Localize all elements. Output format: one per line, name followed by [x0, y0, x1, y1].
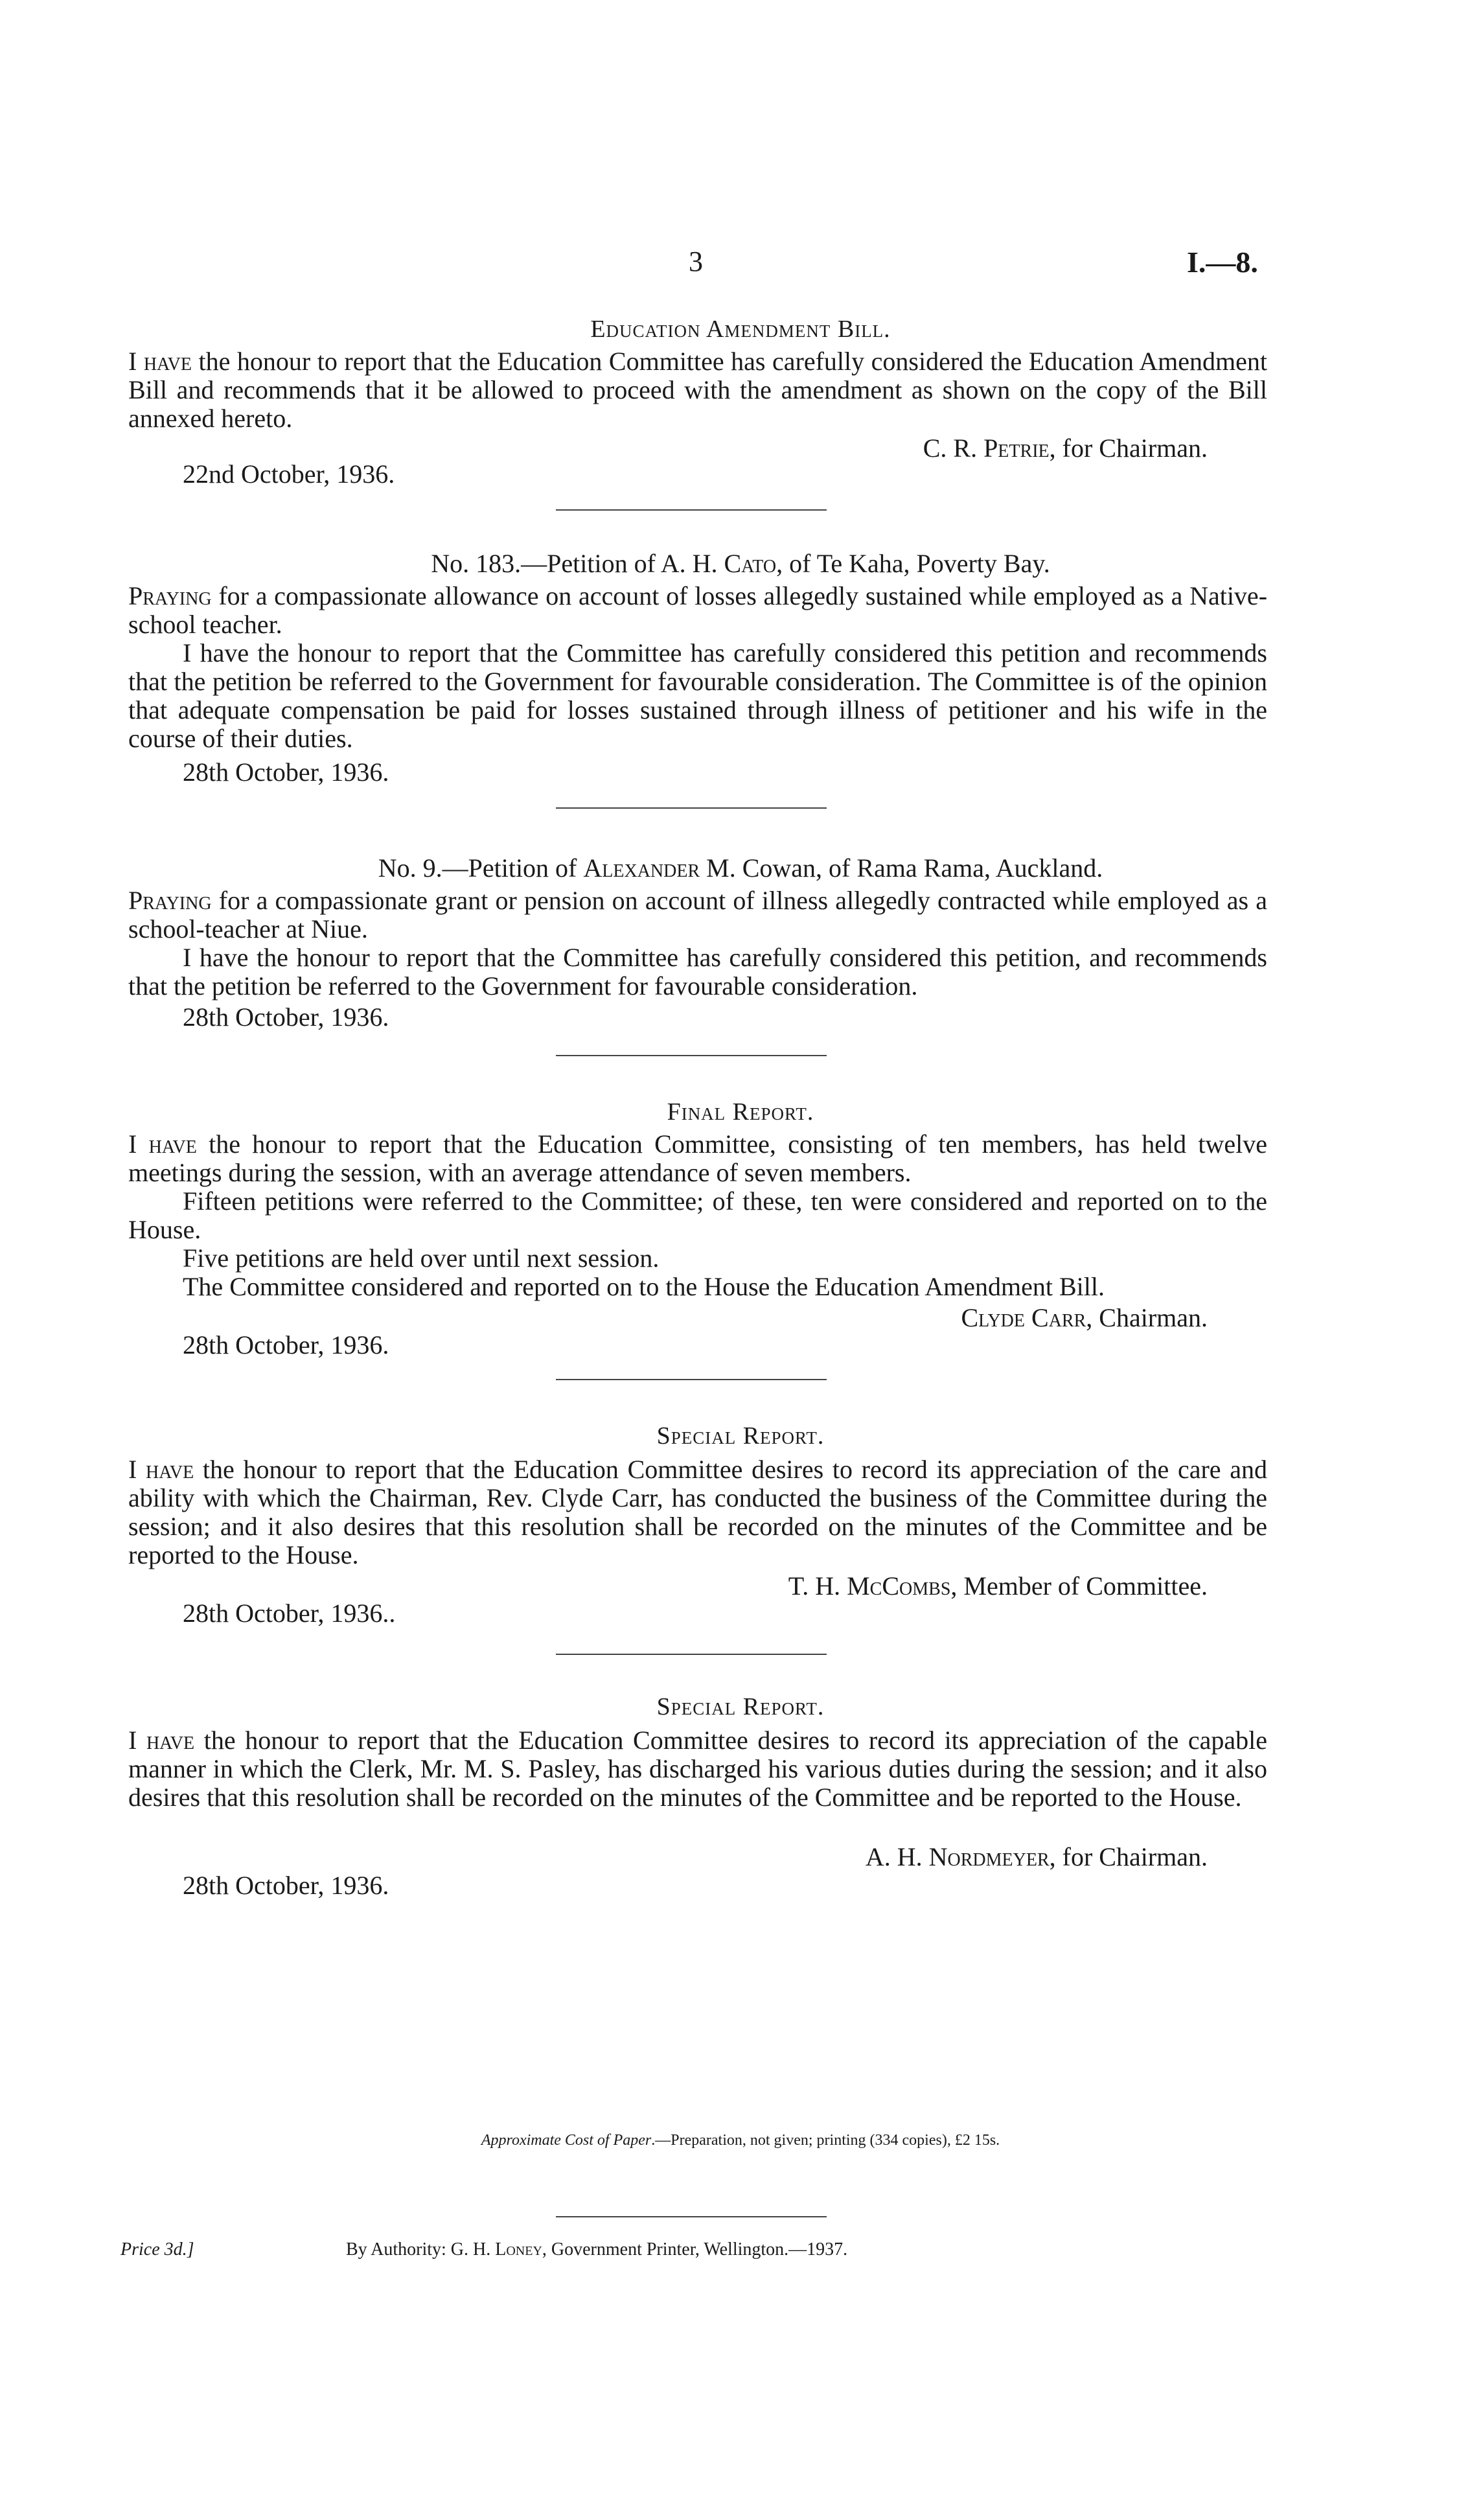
section-heading-education-amendment-bill: Education Amendment Bill.	[590, 316, 891, 343]
paper-reference: I.—8.	[1187, 246, 1258, 279]
petitioner-name: Alexander	[583, 853, 700, 883]
lead-words: I have	[128, 1455, 194, 1484]
authority-suffix: , Government Printer, Wellington.—1937.	[542, 2239, 848, 2260]
report-date: 28th October, 1936..	[183, 1599, 396, 1628]
section-divider	[556, 1654, 827, 1655]
cost-of-paper-note	[0, 2132, 1481, 2149]
section-divider	[556, 1055, 827, 1056]
signature-role: , for Chairman.	[1049, 1842, 1208, 1871]
report-date: 28th October, 1936.	[183, 1871, 389, 1900]
lead-words: I have	[128, 1726, 195, 1755]
petition-title-prefix: No. 183.—Petition of A. H.	[431, 549, 724, 578]
footer-divider	[556, 2216, 827, 2217]
petition-title-prefix: No. 9.—Petition of	[378, 853, 584, 883]
petition-title-suffix: , of Te Kaha, Poverty Bay.	[776, 549, 1050, 578]
cost-text: .—Preparation, not given; printing (334 copies), £2 15s.	[651, 2132, 1000, 2149]
paragraph-text: for a compassionate grant or pension on account of illness allegedly contracted while employed as a school-teacher at Niue.	[128, 886, 1268, 943]
section-body	[128, 347, 1267, 433]
signature-name: Clyde Carr	[961, 1303, 1086, 1332]
section-paragraph: Fifteen petitions were referred to the Committee; of these, ten were considered and reported on to the House.	[128, 1186, 1267, 1244]
lead-words: Praying	[128, 581, 212, 610]
lead-words: I have	[128, 347, 192, 376]
section-divider	[556, 807, 827, 809]
section-divider	[556, 1379, 827, 1380]
signature-role: , Member of Committee.	[950, 1571, 1208, 1601]
cost-label: Approximate Cost of Paper	[481, 2132, 652, 2149]
section-paragraph: I have the honour to report that the Committee has carefully considered this petition and recommends that the petition be referred to the Government for favourable consideration. The Committee is of the opinion that adequate compensation be paid for losses sustained through illness of petitioner and his wife in the course of their duties.	[128, 638, 1267, 753]
signature-name: A. H. Nordmeyer	[865, 1842, 1050, 1871]
section-body	[128, 886, 1267, 943]
section-divider	[556, 509, 827, 511]
price: Price 3d.]	[121, 2239, 194, 2260]
signature-role: , for Chairman.	[1049, 433, 1208, 463]
paragraph-text: the honour to report that the Education Committee desires to record its appreciation of the care and ability with which the Chairman, Rev. Clyde Carr, has conducted the business of the Committee during the session; and it also desires that this resolution shall be recorded on the minutes of the Committee and be reported to the House.	[128, 1455, 1268, 1569]
section-heading-petition-183	[0, 548, 1481, 579]
signature-name: C. R. Petrie	[923, 433, 1050, 463]
section-body	[128, 1130, 1267, 1187]
section-body	[128, 1455, 1267, 1569]
report-date: 22nd October, 1936.	[183, 459, 395, 489]
paragraph-text: the honour to report that the Education Committee has carefully considered the Education Amendment Bill and recommends that it be allowed to proceed with the amendment as shown on the copy of the Bill annexed hereto.	[128, 347, 1268, 433]
signature-name: T. H. McCombs	[788, 1571, 951, 1601]
report-date: 28th October, 1936.	[183, 1330, 389, 1359]
printer-authority	[346, 2239, 847, 2260]
authority-prefix: By Authority: G. H.	[346, 2239, 496, 2260]
report-date: 28th October, 1936.	[183, 757, 389, 787]
section-heading-final-report: Final Report.	[667, 1098, 814, 1126]
printer-name: Loney	[495, 2239, 542, 2260]
section-body	[128, 1726, 1267, 1812]
section-paragraph: Five petitions are held over until next session.	[183, 1243, 660, 1273]
section-paragraph: The Committee considered and reported on to the House the Education Amendment Bill.	[183, 1272, 1105, 1301]
lead-words: I have	[128, 1129, 197, 1159]
section-body	[128, 582, 1267, 639]
paragraph-text: the honour to report that the Education Committee, consisting of ten members, has held twelve meetings during the session, with an average attendance of seven members.	[128, 1129, 1268, 1187]
petitioner-name: Cato	[724, 549, 777, 578]
signature	[961, 1302, 1208, 1333]
section-paragraph: I have the honour to report that the Committee has carefully considered this petition, and recommends that the petition be referred to the Government for favourable consideration.	[128, 943, 1267, 1000]
section-heading-special-report: Special Report.	[656, 1422, 825, 1450]
paragraph-text: for a compassionate allowance on account of losses allegedly sustained while employed as a Native-school teacher.	[128, 581, 1268, 639]
signature	[866, 1842, 1208, 1872]
petition-title-suffix: M. Cowan, of Rama Rama, Auckland.	[700, 853, 1103, 883]
report-date: 28th October, 1936.	[183, 1002, 389, 1032]
signature	[788, 1571, 1208, 1601]
section-heading-petition-9	[0, 853, 1481, 883]
page-number: 3	[689, 246, 703, 277]
lead-words: Praying	[128, 886, 212, 915]
signature	[923, 433, 1208, 463]
paragraph-text: the honour to report that the Education Committee desires to record its appreciation of the capable manner in which the Clerk, Mr. M. S. Pasley, has discharged his various duties during the session; and it also desires that this resolution shall be recorded on the minutes of the Committee and be reported to the House.	[128, 1726, 1268, 1812]
section-heading-special-report: Special Report.	[656, 1693, 825, 1720]
signature-role: , Chairman.	[1086, 1303, 1208, 1332]
